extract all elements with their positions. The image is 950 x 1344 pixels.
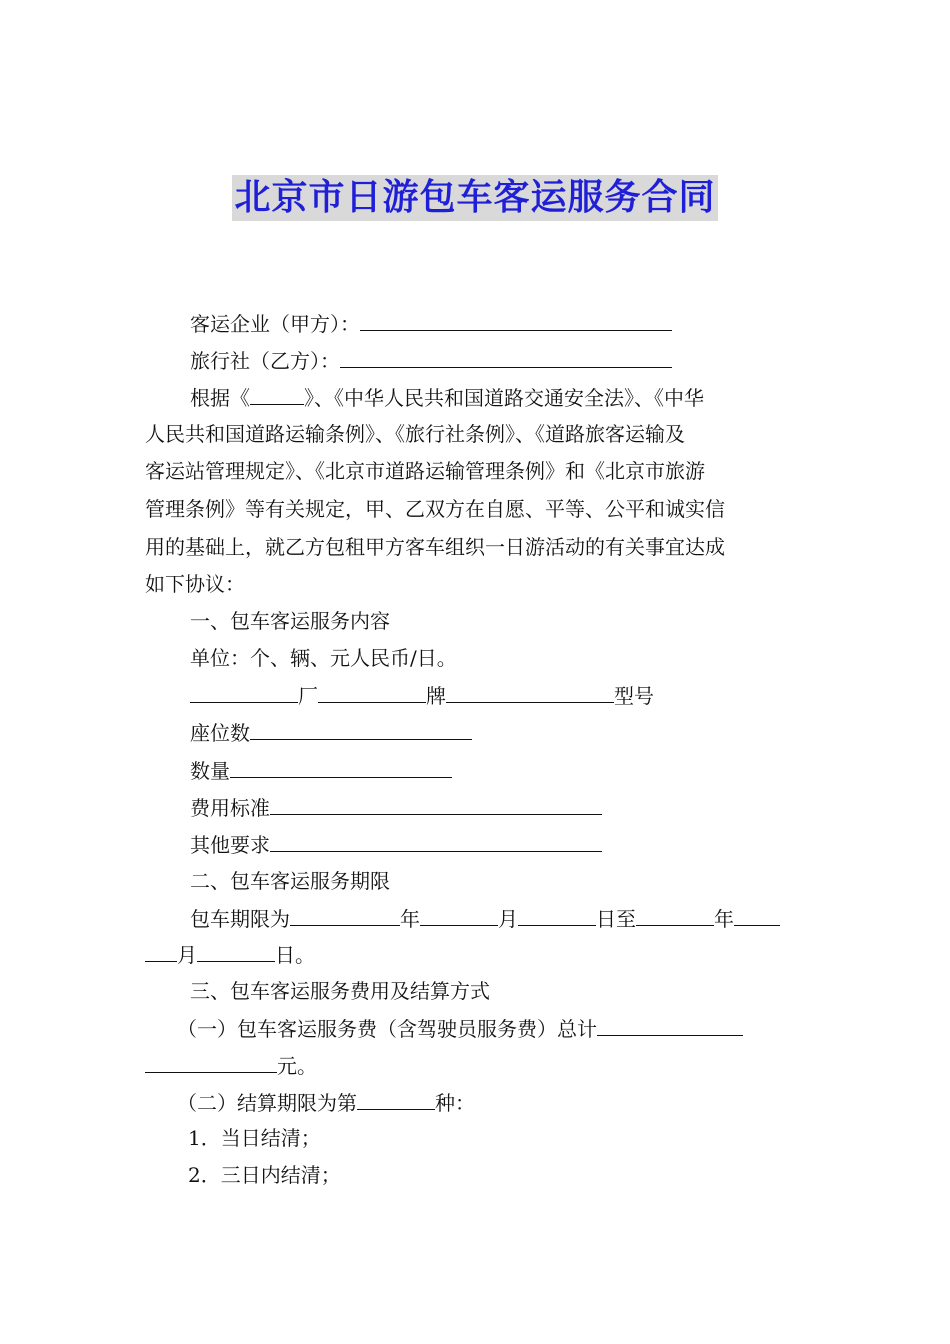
quantity-blank[interactable] [230,755,452,778]
end-month-blank-part2[interactable] [145,939,177,962]
start-year-blank[interactable] [290,903,400,926]
end-day-blank[interactable] [197,939,275,962]
model-label: 型号 [614,684,654,708]
document-title-wrap [0,175,950,221]
fee-total-blank-part1[interactable] [597,1013,743,1036]
seats-label: 座位数 [190,721,250,745]
settle-option-2: 2．三日内结清； [188,1163,341,1187]
quantity-line [190,755,452,785]
basis-line-4: 管理条例》等有关规定，甲、乙双方在自愿、平等、公平和诚实信 [145,497,725,521]
end-year-label: 年 [714,907,734,931]
start-month-label: 月 [498,907,518,931]
brand-label: 牌 [426,684,446,708]
fee-total-line-2 [145,1050,317,1080]
other-req-label: 其他要求 [190,833,270,857]
fee-standard-line [190,792,602,822]
brand-blank[interactable] [318,680,426,703]
fee-total-blank-part2[interactable] [145,1050,277,1073]
unit-line: 单位：个、辆、元人民币/日。 [190,646,457,670]
seats-blank[interactable] [250,717,472,740]
fee-standard-blank[interactable] [270,792,602,815]
quantity-label: 数量 [190,759,230,783]
other-req-blank[interactable] [270,829,602,852]
start-year-label: 年 [400,907,420,931]
fee-standard-label: 费用标准 [190,796,270,820]
fee-total-label: （一）包车客运服务费（含驾驶员服务费）总计 [177,1017,597,1041]
section-1-heading: 一、包车客运服务内容 [190,609,390,633]
basis-line-3: 客运站管理规定》、《北京市道路运输管理条例》和《北京市旅游 [145,459,705,483]
party-b-label: 旅行社（乙方）： [190,349,340,373]
party-a-line [190,308,672,338]
seats-line [190,717,472,747]
start-day-blank[interactable] [518,903,596,926]
period-label: 包车期限为 [190,907,290,931]
model-blank[interactable] [446,680,614,703]
end-month-blank-part1[interactable] [734,903,780,926]
settle-option-1: 1．当日结清； [188,1126,321,1150]
settle-label: （二）结算期限为第 [177,1091,357,1115]
other-req-line [190,829,602,859]
factory-blank[interactable] [190,680,298,703]
basis-line-6: 如下协议： [145,572,245,596]
end-day-label: 日。 [275,943,315,967]
section-3-heading: 三、包车客运服务费用及结算方式 [190,979,490,1003]
law-name-blank[interactable] [250,382,304,405]
party-a-label: 客运企业（甲方）： [190,312,360,336]
party-b-line [190,345,672,375]
fee-total-line-1 [177,1013,743,1043]
period-line-1 [190,903,780,933]
settle-suffix: 种： [435,1091,475,1115]
basis-line-1 [190,382,704,412]
end-year-blank[interactable] [636,903,714,926]
party-a-blank[interactable] [360,308,672,331]
factory-label: 厂 [298,684,318,708]
end-month-label: 月 [177,943,197,967]
section-2-heading: 二、包车客运服务期限 [190,869,390,893]
settle-option-blank[interactable] [357,1087,435,1110]
basis-text-1a: 根据《 [190,386,250,410]
day-to-label: 日至 [596,907,636,931]
basis-text-1b: 》、《中华人民共和国道路交通安全法》、《中华 [304,386,704,410]
basis-line-2: 人民共和国道路运输条例》、《旅行社条例》、《道路旅客运输及 [145,422,685,446]
basis-line-5: 用的基础上，就乙方包租甲方客车组织一日游活动的有关事宜达成 [145,535,725,559]
start-month-blank[interactable] [420,903,498,926]
period-line-2 [145,939,315,969]
yuan-label: 元。 [277,1054,317,1078]
document-title: 北京市日游包车客运服务合同 [232,175,717,221]
party-b-blank[interactable] [340,345,672,368]
vehicle-make-line [190,680,654,710]
settle-line [177,1087,475,1117]
